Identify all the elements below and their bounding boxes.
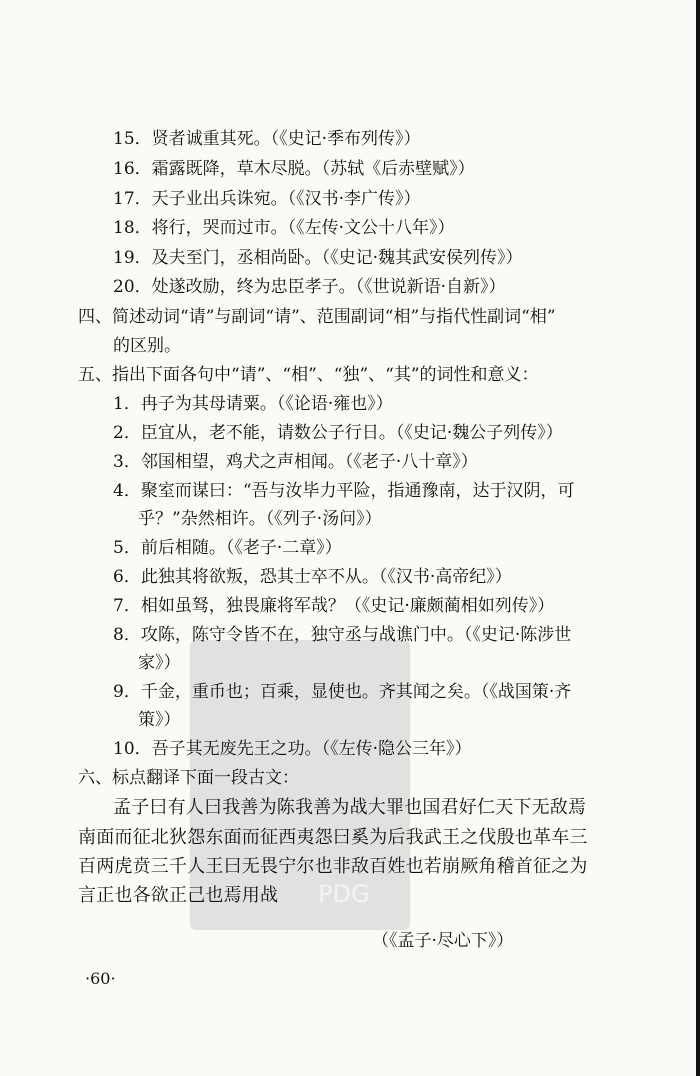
exercise-item-16: 16．霜露既降，草木尽脱。（苏轼《后赤壁赋》） [113, 159, 475, 179]
s5-item-6: 6．此独其将欲叛，恐其士卒不从。（《汉书·高帝纪》） [113, 567, 512, 587]
classical-text-source: （《孟子·尽心下》） [372, 931, 514, 951]
s5-item-8: 8．攻陈，陈守令皆不在，独守丞与战谯门中。（《史记·陈涉世 [113, 625, 572, 645]
s5-item-9-cont: 策》） [138, 710, 181, 730]
classical-text-line-2: 南面而征北狄怨东面而征西夷怨曰奚为后我武王之伐殷也革车三 [78, 827, 588, 848]
s5-item-1: 1．冉子为其母请粟。（《论语·雍也》） [113, 394, 393, 414]
section-4-heading-cont: 的区别。 [113, 336, 181, 356]
s5-item-4-cont: 乎？”杂然相许。（《列子·汤问》） [138, 509, 382, 529]
exercise-item-18: 18．将行，哭而过市。（《左传·文公十八年》） [113, 218, 455, 238]
exercise-item-17: 17．天子业出兵诛宛。（《汉书·李广传》） [113, 189, 421, 209]
exercise-item-19: 19．及夫至门，丞相尚卧。（《史记·魏其武安侯列传》） [113, 248, 523, 268]
s5-item-3: 3．邻国相望，鸡犬之声相闻。（《老子·八十章》） [113, 452, 478, 472]
s5-item-8-cont: 家》） [138, 653, 181, 673]
page-edge-bar [696, 0, 700, 1076]
s5-item-2: 2．臣宜从，老不能，请数公子行日。（《史记·魏公子列传》） [113, 423, 563, 443]
exercise-item-20: 20．处遂改励，终为忠臣孝子。（《世说新语·自新》） [113, 277, 506, 297]
s5-item-9: 9．千金，重币也；百乘，显使也。齐其闻之矣。（《战国策·齐 [113, 682, 572, 702]
watermark-label: PDG [318, 880, 370, 908]
s5-item-10: 10．吾子其无废先王之功。（《左传·隐公三年》） [113, 739, 472, 759]
classical-text-line-1: 孟子曰有人曰我善为陈我善为战大罪也国君好仁天下无敌焉 [113, 797, 587, 818]
s5-item-4: 4．聚室而谋曰：“吾与汝毕力平险，指通豫南，达于汉阴，可 [113, 481, 575, 501]
page-number: ·60· [85, 969, 116, 988]
exercise-item-15: 15．贤者诚重其死。（《史记·季布列传》） [113, 129, 421, 149]
classical-text-line-3: 百两虎贲三千人王曰无畏宁尔也非敌百姓也若崩厥角稽首征之为 [78, 856, 588, 877]
classical-text-line-4: 言正也各欲正己也焉用战 [78, 885, 279, 906]
s5-item-7: 7．相如虽驽，独畏廉将军哉？（《史记·廉颇蔺相如列传》） [113, 596, 555, 616]
section-4-heading: 四、简述动词“请”与副词“请”、范围副词“相”与指代性副词“相” [78, 307, 556, 327]
section-5-heading: 五、指出下面各句中“请”、“相”、“独”、“其”的词性和意义： [78, 365, 539, 385]
s5-item-5: 5．前后相随。（《老子·二章》） [113, 538, 342, 558]
section-6-heading: 六、标点翻译下面一段古文： [78, 768, 299, 788]
